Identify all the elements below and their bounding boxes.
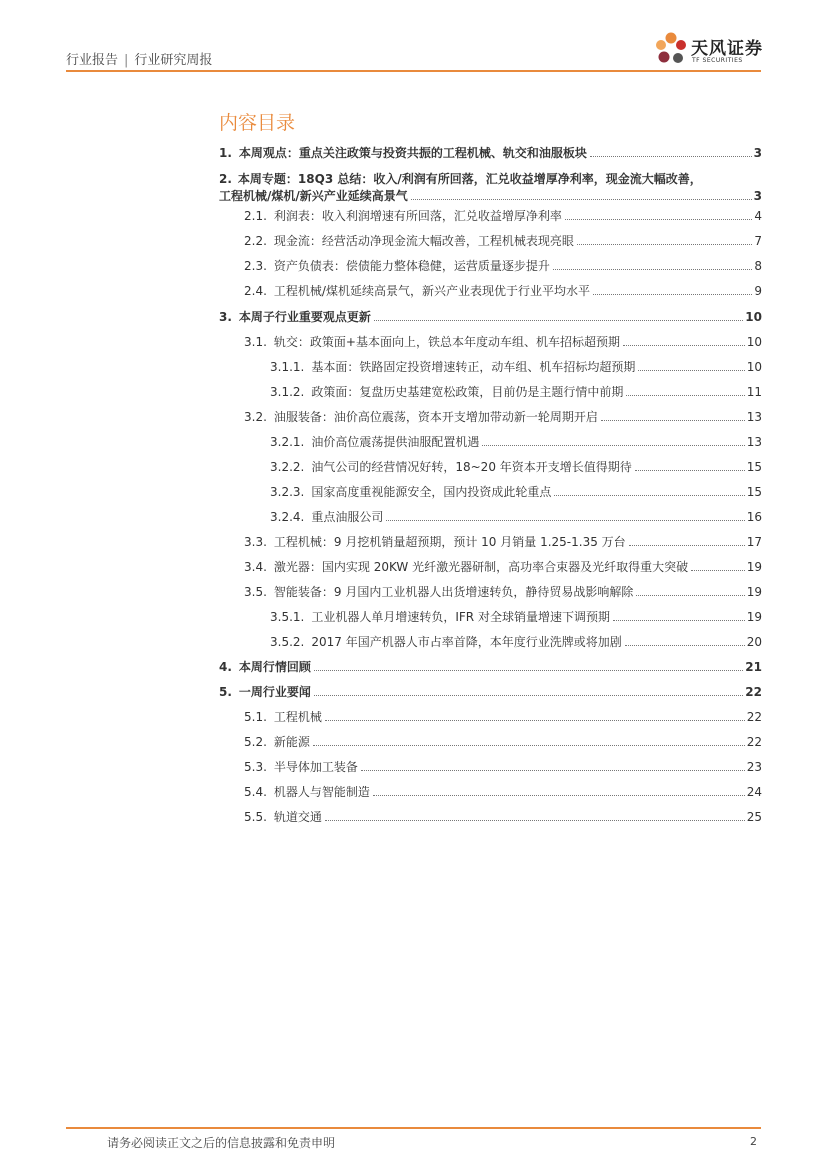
toc-entry-title-continued: 工程机械/煤机/新兴产业延续高景气 <box>219 189 408 203</box>
toc-leader-dots <box>565 219 752 220</box>
toc-page-number: 8 <box>754 259 762 273</box>
toc-leader-dots <box>613 620 745 621</box>
toc-leader-dots <box>411 199 752 200</box>
toc-entry-link[interactable] <box>270 634 762 650</box>
toc-entry-link[interactable] <box>244 734 762 750</box>
toc-entry-link[interactable] <box>244 409 762 425</box>
toc-entry-number: 3.2. <box>244 410 267 424</box>
toc-entry-title: 2017 年国产机器人市占率首降，本年度行业洗牌或将加剧 <box>311 635 622 649</box>
toc-entry-link[interactable] <box>219 684 762 700</box>
toc-page-number: 4 <box>754 209 762 223</box>
toc-entry-link[interactable] <box>244 784 762 800</box>
toc-entry-number: 4. <box>219 660 232 674</box>
toc-entry-link[interactable] <box>219 309 762 325</box>
footer-disclaimer: 请务必阅读正文之后的信息披露和免责申明 <box>107 1136 336 1150</box>
toc-page-number: 13 <box>746 410 762 424</box>
toc-entry-number: 3.2.3. <box>270 485 305 499</box>
toc-leader-dots <box>636 595 744 596</box>
toc-page-number: 15 <box>746 485 762 499</box>
toc-entry-link[interactable] <box>270 359 762 375</box>
report-subcategory: 行业研究周报 <box>134 53 213 68</box>
toc-page-number: 17 <box>746 535 762 549</box>
toc-entry-link[interactable] <box>270 384 762 400</box>
toc-entry-title: 半导体加工装备 <box>273 760 358 774</box>
toc-page-number: 3 <box>753 146 762 160</box>
toc-entry-link[interactable] <box>270 484 762 500</box>
flower-logo-icon <box>652 30 690 70</box>
toc-page-number: 16 <box>746 510 762 524</box>
toc-entry-title: 工程机械：9 月挖机销量超预期，预计 10 月销量 1.25-1.35 万台 <box>273 535 626 549</box>
toc-entry-title: 基本面：铁路固定投资增速转正，动车组、机车招标均超预期 <box>311 360 636 374</box>
toc-entry-title: 本周行情回顾 <box>238 660 311 674</box>
toc-entry-title: 本周子行业重要观点更新 <box>238 310 371 324</box>
toc-entry-title: 工程机械 <box>273 710 322 724</box>
toc-entry-link[interactable] <box>244 334 762 350</box>
toc-page-number: 23 <box>746 760 762 774</box>
toc-leader-dots <box>623 345 745 346</box>
toc-leader-dots <box>373 795 745 796</box>
toc-entry-title: 重点油服公司 <box>311 510 384 524</box>
toc-entry-number: 5. <box>219 685 232 699</box>
toc-entry-link[interactable] <box>244 283 762 299</box>
toc-leader-dots <box>314 670 743 671</box>
toc-page-number: 10 <box>746 335 762 349</box>
toc-page-number: 19 <box>746 610 762 624</box>
toc-entry-title: 现金流：经营活动净现金流大幅改善，工程机械表现亮眼 <box>273 234 574 248</box>
toc-page-number: 22 <box>746 710 762 724</box>
toc-entry-title: 一周行业要闻 <box>238 685 311 699</box>
toc-entry-link[interactable] <box>244 809 762 825</box>
toc-leader-dots <box>593 294 752 295</box>
toc-entry-title: 利润表：收入利润增速有所回落，汇兑收益增厚净利率 <box>273 209 562 223</box>
page-number: 2 <box>750 1135 757 1148</box>
toc-leader-dots <box>482 445 744 446</box>
toc-entry-title: 国家高度重视能源安全，国内投资成此轮重点 <box>311 485 552 499</box>
toc-leader-dots <box>590 156 752 157</box>
toc-leader-dots <box>635 470 745 471</box>
toc-entry-title: 政策面：复盘历史基建宽松政策，目前仍是主题行情中前期 <box>311 385 624 399</box>
toc-page-number: 20 <box>746 635 762 649</box>
toc-page-number: 25 <box>746 810 762 824</box>
toc-leader-dots <box>629 545 745 546</box>
toc-page-number: 9 <box>754 284 762 298</box>
toc-entry-number: 5.5. <box>244 810 267 824</box>
toc-entry-link[interactable] <box>244 584 762 600</box>
toc-leader-dots <box>626 395 744 396</box>
toc-entry-link[interactable] <box>270 459 762 475</box>
toc-entry-number: 1. <box>219 146 232 160</box>
toc-page-number: 24 <box>746 785 762 799</box>
toc-entry-title: 油服装备：油价高位震荡，资本开支增加带动新一轮周期开启 <box>273 410 598 424</box>
toc-entry-number: 3. <box>219 310 232 324</box>
toc-page-number: 19 <box>746 560 762 574</box>
toc-leader-dots <box>553 269 752 270</box>
toc-leader-dots <box>625 645 745 646</box>
toc-leader-dots <box>374 320 743 321</box>
toc-entry-title: 轨道交通 <box>273 810 322 824</box>
toc-leader-dots <box>361 770 745 771</box>
toc-entry-number: 3.1.1. <box>270 360 305 374</box>
toc-entry-number: 5.4. <box>244 785 267 799</box>
toc-entry-number: 5.1. <box>244 710 267 724</box>
report-breadcrumb <box>66 49 212 68</box>
toc-page-number: 7 <box>754 234 762 248</box>
toc-leader-dots <box>386 520 744 521</box>
toc-entry-link[interactable] <box>219 188 762 204</box>
toc-entry-link[interactable] <box>270 434 762 450</box>
toc-entry-title: 智能装备：9 月国内工业机器人出货增速转负，静待贸易战影响解除 <box>273 585 634 599</box>
toc-entry-title: 工程机械/煤机延续高景气，新兴产业表现优于行业平均水平 <box>273 284 590 298</box>
toc-entry-number: 3.5.2. <box>270 635 305 649</box>
toc-entry-title: 轨交：政策面+基本面向上，铁总本年度动车组、机车招标超预期 <box>273 335 620 349</box>
toc-entry-number: 3.2.2. <box>270 460 305 474</box>
toc-entry-link[interactable] <box>244 709 762 725</box>
toc-entry-link[interactable] <box>244 208 762 224</box>
toc-page-number: 13 <box>746 435 762 449</box>
toc-entry-number: 2.1. <box>244 209 267 223</box>
toc-entry-number: 3.5. <box>244 585 267 599</box>
toc-entry-number: 3.3. <box>244 535 267 549</box>
toc-leader-dots <box>577 244 752 245</box>
toc-entry-number: 3.2.4. <box>270 510 305 524</box>
toc-leader-dots <box>691 570 745 571</box>
toc-leader-dots <box>554 495 744 496</box>
toc-page-number: 19 <box>746 585 762 599</box>
toc-entry-title: 新能源 <box>273 735 310 749</box>
toc-page-number: 10 <box>746 360 762 374</box>
toc-page-number: 22 <box>746 735 762 749</box>
toc-entry-number: 2.3. <box>244 259 267 273</box>
toc-entry-title: 本周观点：重点关注政策与投资共振的工程机械、轨交和油服板块 <box>238 146 587 160</box>
toc-entry-number: 2.4. <box>244 284 267 298</box>
toc-entry-number: 3.2.1. <box>270 435 305 449</box>
toc-entry-number: 5.2. <box>244 735 267 749</box>
logo-name-en: TF SECURITIES <box>692 57 743 64</box>
tf-securities-logo <box>652 30 767 70</box>
toc-entry-link[interactable] <box>244 759 762 775</box>
toc-entry-title: 本周专题：18Q3 总结：收入/利润有所回落，汇兑收益增厚净利率，现金流大幅改善， <box>237 172 702 186</box>
toc-leader-dots <box>638 370 744 371</box>
toc-entry-title: 机器人与智能制造 <box>273 785 370 799</box>
toc-page-number: 11 <box>746 385 762 399</box>
toc-entry-number: 3.1. <box>244 335 267 349</box>
toc-entry-number: 3.4. <box>244 560 267 574</box>
breadcrumb-separator: | <box>124 53 129 68</box>
toc-entry-link[interactable] <box>244 534 762 550</box>
toc-title: 内容目录 <box>219 112 296 134</box>
report-category: 行业报告 <box>66 53 119 68</box>
toc-leader-dots <box>313 745 745 746</box>
toc-page-number: 22 <box>745 685 762 699</box>
toc-entry-number: 2. <box>219 172 232 186</box>
toc-entry-link[interactable] <box>244 233 762 249</box>
toc-entry-link[interactable] <box>244 559 762 575</box>
toc-leader-dots <box>314 695 743 696</box>
footer-rule <box>66 1127 761 1129</box>
toc-leader-dots <box>601 420 745 421</box>
toc-entry-title: 工业机器人单月增速转负，IFR 对全球销量增速下调预期 <box>311 610 610 624</box>
toc-entry-link[interactable] <box>219 659 762 675</box>
toc-entry-title: 激光器：国内实现 20KW 光纤激光器研制，高功率合束器及光纤取得重大突破 <box>273 560 689 574</box>
toc-page-number: 15 <box>746 460 762 474</box>
toc-entry-link[interactable] <box>219 145 762 161</box>
toc-entry-link[interactable] <box>270 509 762 525</box>
toc-entry-title: 资产负债表：偿债能力整体稳健，运营质量逐步提升 <box>273 259 550 273</box>
toc-entry-title: 油价高位震荡提供油服配置机遇 <box>311 435 480 449</box>
toc-entry-number: 3.1.2. <box>270 385 305 399</box>
toc-entry-title: 油气公司的经营情况好转，18~20 年资本开支增长值得期待 <box>311 460 632 474</box>
toc-entry-number: 3.5.1. <box>270 610 305 624</box>
toc-entry-link[interactable] <box>270 609 762 625</box>
header-rule <box>66 70 761 72</box>
toc-leader-dots <box>325 720 745 721</box>
toc-page-number: 10 <box>745 310 762 324</box>
toc-entry-link[interactable] <box>244 258 762 274</box>
toc-entry-number: 5.3. <box>244 760 267 774</box>
toc-entry-number: 2.2. <box>244 234 267 248</box>
toc-entry-link[interactable] <box>219 171 762 187</box>
logo-name-cn: 天风证券 <box>691 39 763 59</box>
toc-page-number: 21 <box>745 660 762 674</box>
toc-page-number: 3 <box>753 189 762 203</box>
toc-leader-dots <box>325 820 745 821</box>
